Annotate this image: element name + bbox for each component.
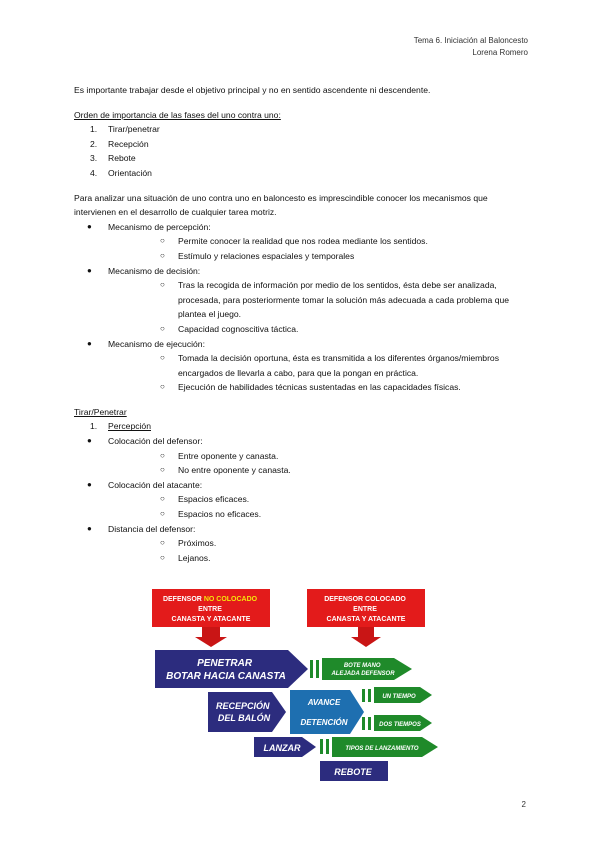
list-item: 2. Recepción — [90, 138, 149, 149]
list-item: ○ Estímulo y relaciones espaciales y temporales — [160, 250, 355, 261]
list-item: ● Colocación del atacante: ○ Espacios eficaces. ○ Espacios no eficaces. — [74, 478, 530, 522]
avance-label: AVANCE — [307, 698, 341, 707]
list-item: 3. Rebote — [90, 153, 136, 164]
list-item: ○ Permite conocer la realidad que nos rodea mediante los sentidos. — [160, 236, 428, 247]
page-header — [414, 35, 528, 59]
one-on-one-diagram — [150, 587, 450, 787]
list-item: ○ Próximos. — [160, 538, 217, 549]
header-course: Tema 6. Iniciación al Baloncesto — [413, 36, 528, 45]
document-body — [74, 83, 530, 565]
list-item: ○ Ejecución de habilidades técnicas sustentadas en las capacidades físicas. — [160, 382, 461, 393]
list-item: 4. Orientación — [90, 167, 152, 178]
list-item: ○ Tomada la decisión oportuna, ésta es transmitida a los diferentes órganos/miembros encargados de llevarla a cabo, para que la pongan en práctica. — [160, 353, 500, 378]
intro-paragraph: Es importante trabajar desde el objetivo principal y no en sentido ascendente ni descendente. — [74, 85, 431, 95]
list-item: 1. Tirar/penetrar — [90, 124, 160, 135]
list-item: ○ Espacios eficaces. — [160, 494, 250, 505]
svg-text:RECEPCIÓN DEL BALÓN: RECEPCIÓN DEL BALÓN — [215, 701, 271, 723]
list-item: 1. Percepción — [90, 421, 151, 432]
page-number: 2 — [521, 800, 526, 809]
mechanisms-list — [74, 220, 530, 395]
dos-tiempos-label: DOS TIEMPOS — [379, 722, 421, 728]
list-item: ○ Lejanos. — [160, 552, 211, 563]
svg-text:DEFENSOR NO COLOCADO ENTRE: DEFENSOR NO COLOCADO ENTRE CANASTA Y ATACANTE — [162, 596, 258, 623]
avance-detencion-arrow — [290, 690, 364, 734]
svg-text:BOTE MANO ALEJADA DEFENSOR: BOTE MANO ALEJADA DEFENSOR — [331, 663, 395, 677]
svg-text:PENETRAR BOTAR HACIA CANAS: PENETRAR BOTAR HACIA CANASTA — [166, 658, 286, 682]
list-item: ○ Espacios no eficaces. — [160, 509, 262, 520]
rebote-label: REBOTE — [334, 767, 372, 777]
phase-list — [74, 419, 530, 434]
penetrar-arrow — [155, 650, 308, 688]
svg-text:DEFENSOR COLOCADO ENTRE: DEFENSOR COLOCADO ENTRE CANASTA Y ATACANTE — [324, 596, 406, 623]
list-item: ○ Entre oponente y canasta. — [160, 450, 279, 461]
perception-list — [74, 434, 530, 565]
detencion-label: DETENCIÓN — [300, 718, 348, 727]
order-list — [74, 122, 530, 180]
list-item: ● Mecanismo de decisión: ○ Tras la recogida de información por medio de los sentidos, ésta debe ser analizada, procesada, para posteriormente tomar la solución más adecuada a cada problema que plantea el juego. ○ Capacidad cognoscitiva táctica. — [74, 264, 530, 337]
list-item: ● Mecanismo de percepción: ○ Permite conocer la realidad que nos rodea mediante los sentidos. ○ Estímulo y relaciones espaciales y temporales — [74, 220, 530, 264]
order-title: Orden de importancia de las fases del uno contra uno: — [74, 109, 281, 120]
analysis-paragraph: Para analizar una situación de uno contra uno en baloncesto es imprescindible conocer los mecanismos que intervienen en el desarrollo de cualquier tarea motriz. — [74, 192, 488, 218]
list-item: ○ Tras la recogida de información por medio de los sentidos, ésta debe ser analizada, procesada, para posteriormente tomar la solución más adecuada a cada problema que plantea el juego. — [160, 280, 510, 320]
list-item: ● Mecanismo de ejecución: ○ Tomada la decisión oportuna, ésta es transmitida a los diferentes órganos/miembros encargados de llevarla a cabo, para que la pongan en práctica. ○ Ejecución de habilidades técnicas sustentadas en las capacidades físicas. — [74, 337, 530, 395]
header-author: Lorena Romero — [472, 48, 528, 57]
list-item: ○ Capacidad cognoscitiva táctica. — [160, 323, 299, 334]
list-item: ● Colocación del defensor: ○ Entre oponente y canasta. ○ No entre oponente y canasta. — [74, 434, 530, 478]
down-arrow-icon — [351, 627, 381, 647]
list-item: ● Distancia del defensor: ○ Próximos. ○ Lejanos. — [74, 522, 530, 566]
un-tiempo-label: UN TIEMPO — [382, 694, 416, 700]
lanzar-label: LANZAR — [263, 743, 301, 753]
down-arrow-icon — [195, 627, 227, 647]
list-item: ○ No entre oponente y canasta. — [160, 465, 291, 476]
tipos-label: TIPOS DE LANZAMIENTO — [345, 746, 419, 752]
section-title: Tirar/Penetrar — [74, 406, 127, 417]
recepcion-arrow — [208, 692, 286, 732]
